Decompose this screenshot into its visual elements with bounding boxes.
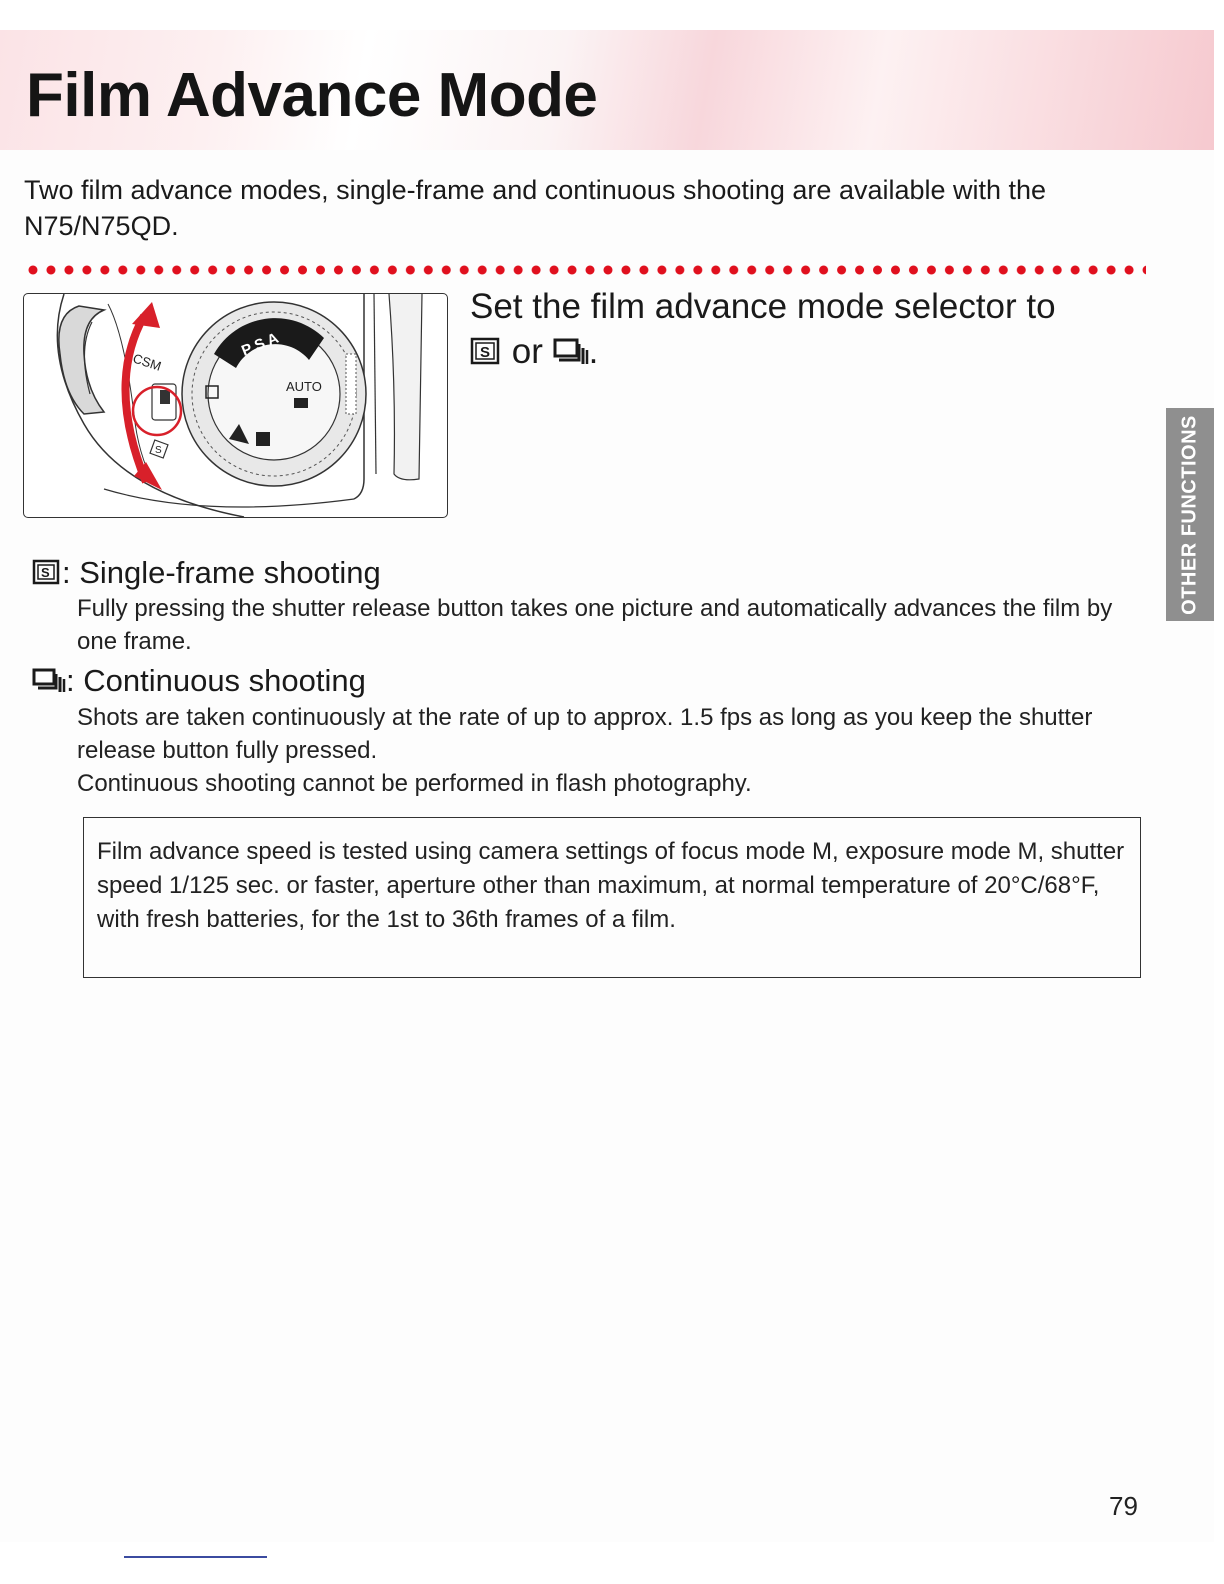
single-frame-icon (470, 332, 502, 377)
intro-paragraph: Two film advance modes, single-frame and continuous shooting are available with the N75/N75QD. (24, 175, 1047, 241)
dotted-divider (24, 263, 1146, 277)
note-box (83, 817, 1141, 978)
continuous-heading-text: : Continuous shooting (66, 663, 366, 698)
note-text: Film advance speed is tested using camera settings of focus mode M, exposure mode M, shutter speed 1/125 sec. or faster, aperture other than maximum, at normal temperature of 20°C/68°F, with fresh batteries, for the 1st to 36th frames of a film. (97, 838, 1125, 933)
single-frame-description: Fully pressing the shutter release button takes one picture and automatically advances the film by one frame. (77, 595, 1113, 655)
bottom-rule (124, 1556, 267, 1558)
svg-text:S: S (480, 344, 491, 361)
instruction-period: . (588, 332, 599, 371)
or-word: or (511, 332, 543, 371)
section-side-tab[interactable] (1166, 408, 1214, 621)
instruction-heading (470, 284, 1150, 377)
single-frame-heading-text: : Single-frame shooting (62, 555, 381, 590)
single-frame-icon (32, 557, 62, 595)
continuous-icon (553, 332, 589, 377)
auto-label: AUTO (286, 379, 322, 394)
svg-text:P S A: P S A (239, 329, 282, 360)
single-frame-heading (32, 554, 381, 595)
continuous-icon (32, 665, 66, 703)
side-tab-label: OTHER FUNCTIONS (1178, 414, 1201, 615)
s-label: S (155, 445, 162, 456)
continuous-heading (32, 662, 366, 703)
instruction-text: Set the film advance mode selector to (470, 287, 1056, 326)
continuous-description: Shots are taken continuously at the rate of up to approx. 1.5 fps as long as you keep the shutter release button fully pressed. (77, 704, 1093, 764)
continuous-flash-note: Continuous shooting cannot be performed in flash photography. (77, 770, 752, 797)
page-title: Film Advance Mode (26, 61, 598, 130)
svg-text:S: S (41, 565, 50, 580)
page-number: 79 (1109, 1491, 1138, 1521)
camera-mode-dial-illustration (23, 293, 448, 518)
csm-label: CSM (131, 350, 164, 374)
